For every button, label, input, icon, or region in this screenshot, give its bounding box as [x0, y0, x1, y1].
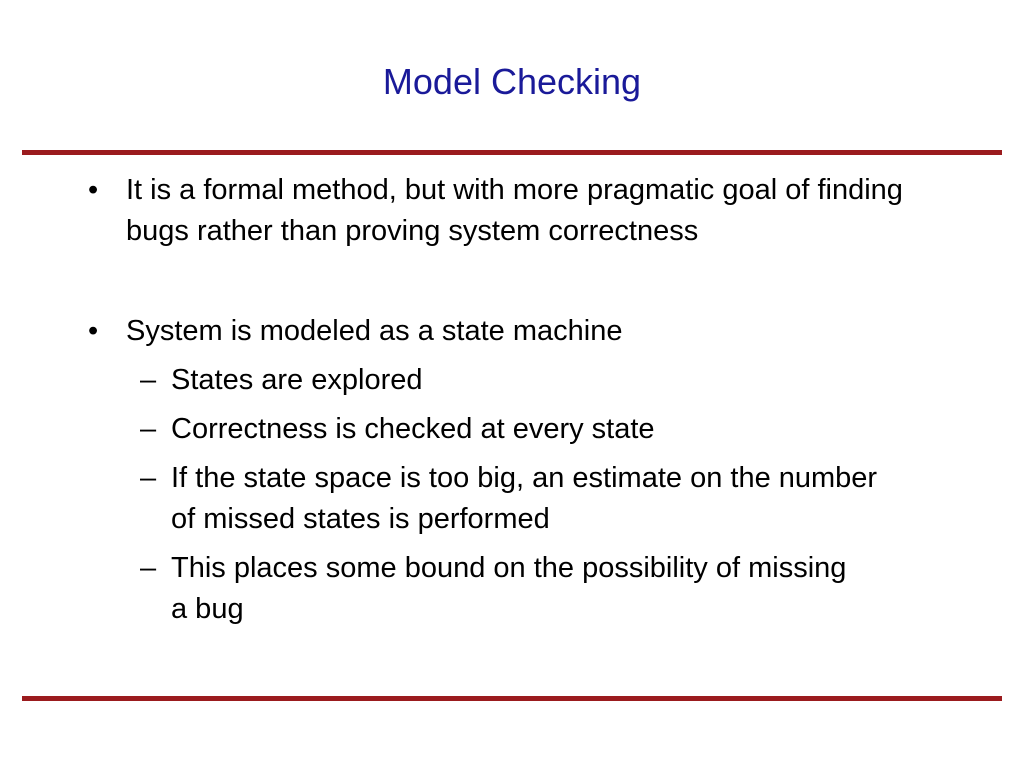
sub-bullet-text: If the state space is too big, an estimate on the number of missed states is performed	[171, 462, 878, 535]
bullet-item	[88, 311, 966, 352]
slide-title: Model Checking	[382, 61, 642, 102]
sub-bullet-marker: –	[140, 364, 157, 396]
sub-bullet-marker: –	[140, 413, 157, 445]
sub-bullet-item	[140, 458, 891, 540]
sub-bullet-marker: –	[140, 462, 157, 494]
bullet-text: System is modeled as a state machine	[126, 315, 623, 347]
sub-bullet-item	[140, 360, 931, 401]
sub-bullet-item	[140, 548, 861, 630]
bullet-marker: •	[88, 174, 99, 206]
bottom-divider	[22, 696, 1002, 701]
bullet-item	[88, 170, 966, 252]
sub-bullet-marker: –	[140, 552, 157, 584]
top-divider	[22, 150, 1002, 155]
sub-bullet-text: States are explored	[171, 364, 423, 396]
sub-bullet-text: Correctness is checked at every state	[171, 413, 655, 445]
sub-bullet-text: This places some bound on the possibility of missing a bug	[171, 552, 847, 625]
bullet-marker: •	[88, 315, 99, 347]
sub-bullet-item	[140, 409, 931, 450]
bullet-text: It is a formal method, but with more pragmatic goal of finding bugs rather than proving system correctness	[126, 174, 903, 247]
